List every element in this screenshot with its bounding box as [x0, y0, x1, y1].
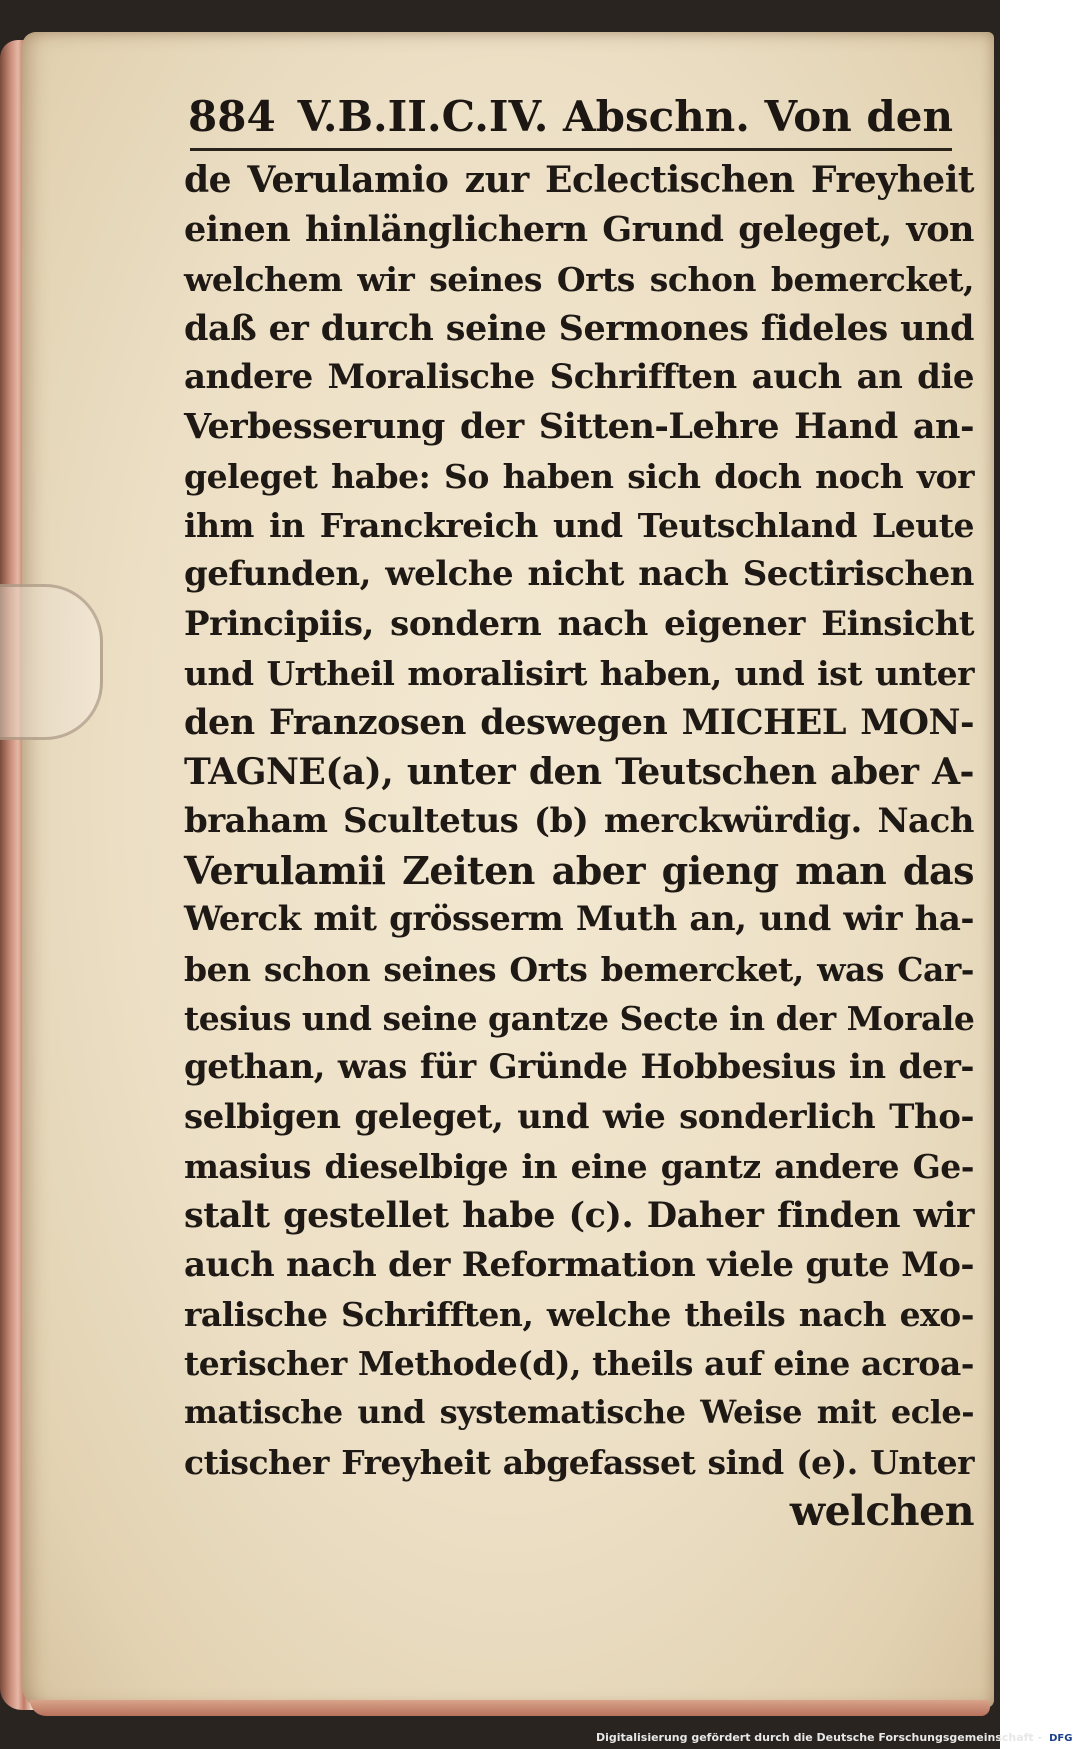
text-line: den Franzosen deswegen MICHEL MON- — [184, 702, 974, 744]
text-line: tesius und seine gantze Secte in der Morale — [184, 999, 975, 1039]
credit-text: Digitalisierung gefördert durch die Deutsche Forschungsgemeinschaft - — [596, 1731, 1043, 1744]
page-number: 884 — [188, 92, 276, 141]
text-line: Verulamii Zeiten aber gieng man das — [184, 848, 974, 894]
dfg-logo: DFG — [1046, 1732, 1075, 1745]
text-line: ctischer Freyheit abgefasset sind (e). Unter — [184, 1442, 974, 1482]
text-line: stalt gestellet habe (c). Daher finden wir — [184, 1195, 974, 1237]
text-line: Principiis, sondern nach eigener Einsicht — [184, 603, 974, 644]
text-line: Werck mit grösserm Muth an, und wir ha- — [184, 899, 974, 940]
text-line: daß er durch seine Sermones fideles und — [184, 307, 974, 349]
running-header — [188, 86, 954, 148]
text-line: geleget habe: So haben sich doch noch vor — [184, 456, 974, 496]
text-line: ralische Schrifften, welche theils nach exo- — [184, 1294, 974, 1334]
text-line: masius dieselbige in eine gantz andere Ge- — [184, 1146, 974, 1186]
body-text — [184, 156, 974, 1536]
text-line: welchem wir seines Orts schon bemercket, — [184, 259, 974, 299]
header-rule — [190, 148, 952, 151]
text-line: Verbesserung der Sitten-Lehre Hand an- — [184, 406, 974, 448]
text-line: matische und systematische Weise mit ecle- — [184, 1393, 974, 1432]
running-title: V.B.II.C.IV. Abschn. Von den — [297, 92, 954, 141]
digitization-credit — [596, 1729, 1073, 1747]
text-line: und Urtheil moralisirt haben, und ist unter — [184, 653, 974, 693]
text-line: gefunden, welche nicht nach Sectirischen — [184, 554, 974, 595]
page-bottom-edge — [30, 1700, 990, 1716]
text-line: gethan, was für Gründe Hobbesius in der- — [184, 1047, 974, 1088]
text-line: ihm in Franckreich und Teutschland Leute — [184, 506, 974, 546]
page-clip — [0, 584, 103, 740]
text-line: welchen — [789, 1487, 974, 1536]
text-line: de Verulamio zur Eclectischen Freyheit — [184, 159, 974, 201]
text-line: einen hinlänglichern Grund geleget, von — [184, 209, 974, 251]
text-line: ben schon seines Orts bemercket, was Car- — [184, 949, 974, 989]
text-line: TAGNE(a), unter den Teutschen aber A- — [184, 750, 974, 793]
text-line: andere Moralische Schrifften auch an die — [184, 357, 974, 398]
text-line: auch nach der Reformation viele gute Mo- — [184, 1244, 974, 1285]
text-line: terischer Methode(d), theils auf eine acroa- — [184, 1344, 974, 1384]
text-line: braham Scultetus (b) merckwürdig. Nach — [184, 800, 974, 841]
text-line: selbigen geleget, und wie sonderlich Tho- — [184, 1096, 974, 1137]
